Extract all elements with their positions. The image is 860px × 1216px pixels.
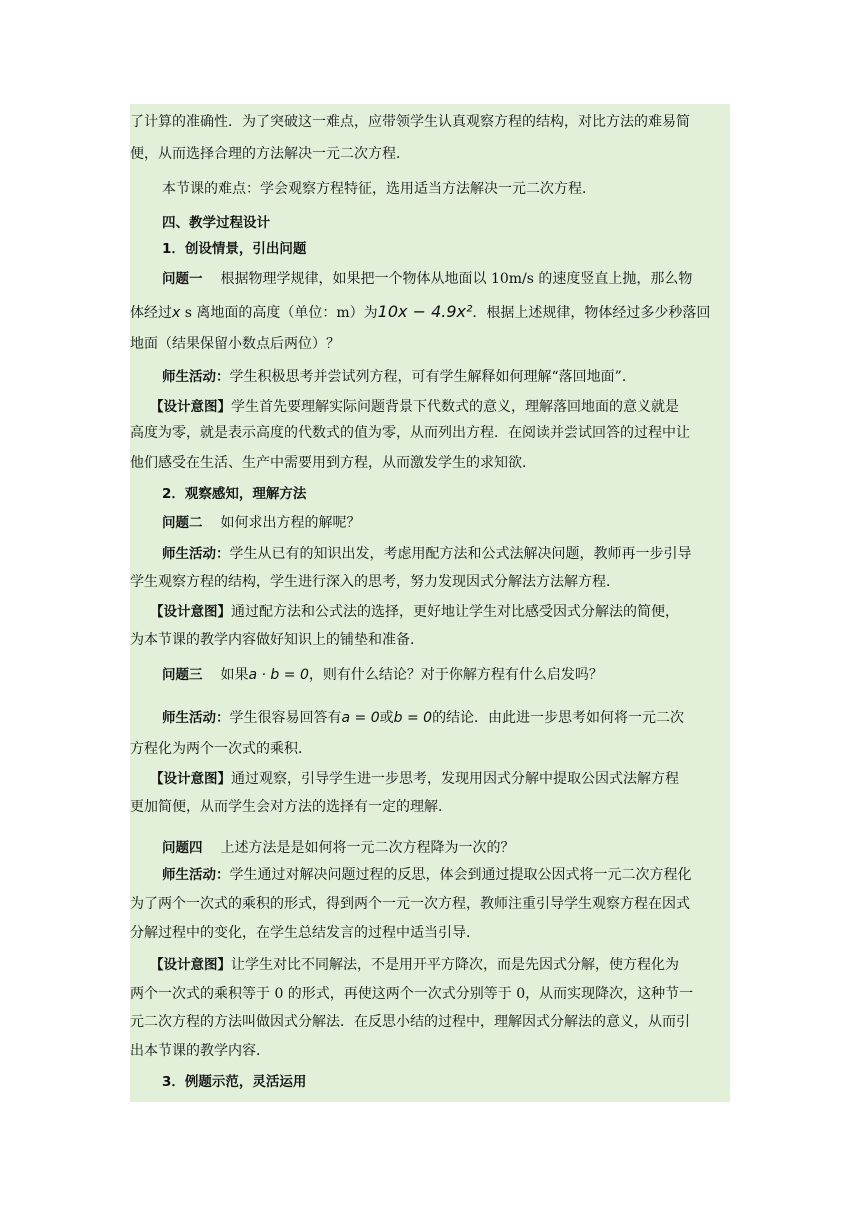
intent-line: 【设计意图】通过观察，引导学生进一步思考，发现用因式分解中提取公因式法解方程 bbox=[150, 771, 679, 787]
question-label: 问题二 bbox=[162, 515, 203, 531]
variable-x: x bbox=[172, 305, 181, 321]
paragraph-line: 了计算的准确性．为了突破这一难点，应带领学生认真观察方程的结构，对比方法的难易简 bbox=[130, 114, 690, 130]
activity-line: 师生活动：学生通过对解决问题过程的反思，体会到通过提取公因式将一元二次方程化 bbox=[162, 867, 692, 883]
activity-line: 分解过程中的变化，在学生总结发言的过程中适当引导． bbox=[130, 925, 480, 941]
activity-line: 师生活动：学生积极思考并尝试列方程，可有学生解释如何理解“落回地面”． bbox=[162, 369, 636, 385]
intent-label: 【设计意图】 bbox=[150, 604, 231, 620]
intent-line: 【设计意图】让学生对比不同解法，不是用开平方降次，而是先因式分解，使方程化为 bbox=[150, 957, 679, 973]
intent-label: 【设计意图】 bbox=[150, 771, 231, 787]
intent-line: 元二次方程的方法叫做因式分解法．在反思小结的过程中，理解因式分解法的意义，从而引 bbox=[130, 1014, 690, 1030]
subsection-heading: 2．观察感知，理解方法 bbox=[162, 486, 307, 502]
height-formula: 10x − 4.9x² bbox=[377, 302, 473, 321]
subsection-heading: 1．创设情景，引出问题 bbox=[162, 241, 307, 257]
formula-a-zero: a = 0 bbox=[341, 710, 380, 726]
activity-line: 师生活动：学生从已有的知识出发，考虑用配方法和公式法解决问题，教师再一步引导 bbox=[162, 546, 692, 562]
intent-line: 更加简便，从而学生会对方法的选择有一定的理解． bbox=[130, 799, 452, 815]
difficulty-statement: 本节课的难点：学会观察方程特征，选用适当方法解决一元二次方程． bbox=[162, 181, 596, 197]
intent-line: 【设计意图】学生首先要理解实际问题背景下代数式的意义，理解落回地面的意义就是 bbox=[150, 399, 679, 415]
question-one-line: 问题一 根据物理学规律，如果把一个物体从地面以 10m/s 的速度竖直上抛，那么物 bbox=[162, 271, 693, 287]
activity-line: 为了两个一次式的乘积的形式，得到两个一元一次方程，教师注重引导学生观察方程在因式 bbox=[130, 896, 690, 912]
question-one-line: 体经过x s 离地面的高度（单位：m）为10x − 4.9x²．根据上述规律，物体经过多少秒落回 bbox=[130, 302, 711, 321]
intent-line: 高度为零，就是表示高度的代数式的值为零，从而列出方程．在阅读并尝试回答的过程中让 bbox=[130, 425, 690, 441]
intent-label: 【设计意图】 bbox=[150, 957, 231, 973]
activity-label: 师生活动： bbox=[162, 369, 230, 385]
question-label: 问题三 bbox=[162, 667, 203, 683]
intent-line: 出本节课的教学内容． bbox=[130, 1043, 270, 1059]
formula-b-zero: b = 0 bbox=[393, 710, 433, 726]
product-formula: a · b = 0 bbox=[248, 667, 309, 683]
activity-label: 师生活动： bbox=[162, 546, 230, 562]
intent-line: 【设计意图】通过配方法和公式法的选择，更好地让学生对比感受因式分解法的简便， bbox=[150, 604, 679, 620]
question-label: 问题四 bbox=[162, 840, 203, 856]
highlighted-text-block bbox=[130, 104, 730, 1102]
activity-line: 师生活动：学生很容易回答有a = 0或b = 0的结论．由此进一步思考如何将一元二次 bbox=[162, 710, 685, 726]
activity-line: 学生观察方程的结构，学生进行深入的思考，努力发现因式分解法方法解方程． bbox=[130, 574, 620, 590]
question-four-line: 问题四 上述方法是是如何将一元二次方程降为一次的？ bbox=[162, 840, 515, 856]
question-three-line: 问题三 如果a · b = 0，则有什么结论？对于你解方程有什么启发吗？ bbox=[162, 667, 603, 683]
activity-label: 师生活动： bbox=[162, 710, 230, 726]
activity-line: 方程化为两个一次式的乘积． bbox=[130, 741, 312, 757]
intent-line: 他们感受在生活、生产中需要用到方程，从而激发学生的求知欲． bbox=[130, 455, 536, 471]
intent-line: 为本节课的教学内容做好知识上的铺垫和准备． bbox=[130, 632, 424, 648]
intent-line: 两个一次式的乘积等于 0 的形式，再使这两个一次式分别等于 0，从而实现降次，这种节一 bbox=[130, 986, 694, 1002]
subsection-heading: 3．例题示范，灵活运用 bbox=[162, 1074, 307, 1090]
question-one-line: 地面（结果保留小数点后两位）？ bbox=[130, 336, 340, 352]
intent-label: 【设计意图】 bbox=[150, 399, 231, 415]
section-heading: 四、教学过程设计 bbox=[162, 215, 270, 231]
question-two-line: 问题二 如何求出方程的解呢？ bbox=[162, 515, 361, 531]
activity-label: 师生活动： bbox=[162, 867, 230, 883]
paragraph-line: 便，从而选择合理的方法解决一元二次方程． bbox=[130, 146, 410, 162]
question-label: 问题一 bbox=[162, 271, 203, 287]
